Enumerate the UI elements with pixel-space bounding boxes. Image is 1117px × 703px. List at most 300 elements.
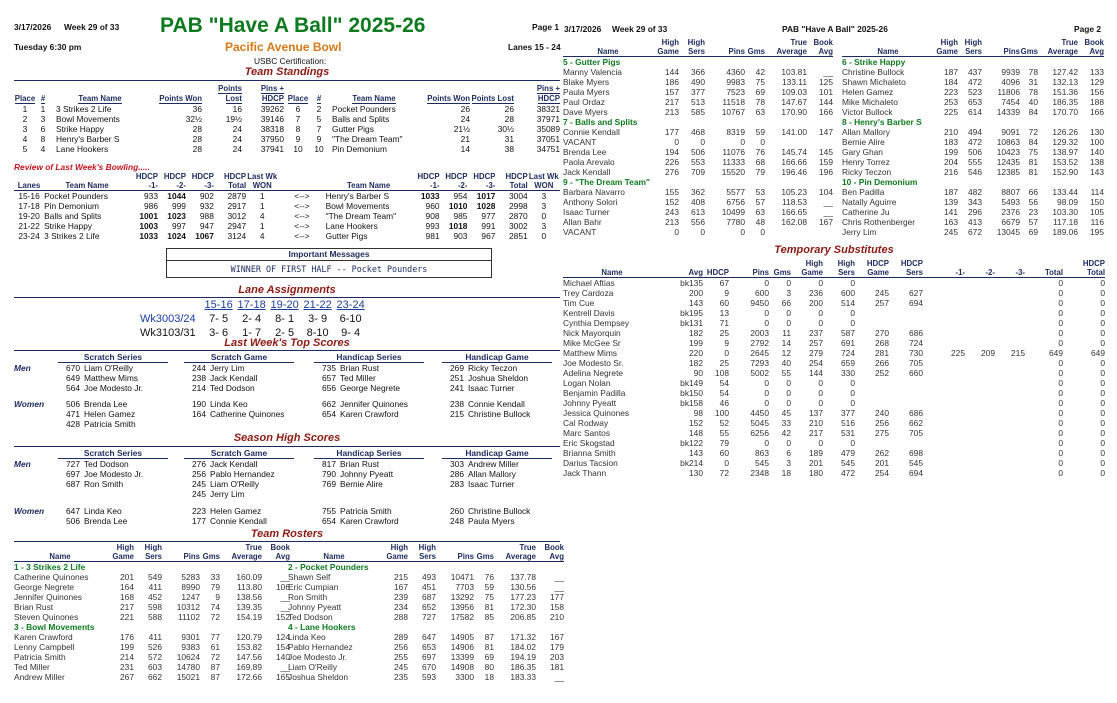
sub-cell (923, 298, 965, 308)
roster-cell: 411 (148, 632, 162, 642)
sub-cell (855, 398, 889, 408)
column-header-label: Pins (457, 552, 474, 561)
sub-cell: 52 (719, 418, 729, 428)
sub-cell: 0 (1058, 358, 1063, 368)
roster-row (288, 612, 564, 622)
review-row (14, 211, 560, 221)
roster-cell: 2376 (1001, 207, 1020, 217)
sub-cell: 0 (1058, 378, 1063, 388)
bowler-name: Paula Myers (468, 516, 515, 526)
sub-cell (923, 308, 965, 318)
bowler-name: Brian Rust (340, 459, 380, 469)
score-value: 223 (192, 506, 206, 516)
standings-cell: 36 (192, 104, 202, 114)
category-header: Handicap Series (314, 448, 424, 459)
standings-cell: 38318 (260, 124, 284, 134)
roster-row (288, 602, 564, 612)
review-cell: 1024 (167, 231, 186, 241)
sub-cell: 0 (786, 378, 791, 388)
review-cell: 19-20 (18, 211, 40, 221)
column-header-label: High Sers (418, 543, 436, 561)
roster-cell: 343 (968, 197, 982, 207)
roster-cell: 494 (968, 127, 982, 137)
roster-cell: 296 (968, 207, 982, 217)
roster-cell: 40 (1028, 97, 1038, 107)
sub-cell: 0 (764, 278, 769, 288)
roster-cell: 226 (665, 157, 679, 167)
roster-cell: 0 (740, 227, 745, 237)
roster-cell: 243 (665, 207, 679, 217)
column-header-label: Name (601, 268, 623, 277)
roster-cell: 15520 (721, 167, 745, 177)
standings-column-header (50, 84, 150, 104)
sub-cell (965, 398, 995, 408)
roster-cell: __ (823, 197, 833, 207)
sub-cell: 686 (909, 408, 923, 418)
category-header: Handicap Game (442, 352, 552, 363)
roster-cell: 109.03 (781, 87, 807, 97)
sub-cell: 67 (719, 278, 729, 288)
sub-cell: 257 (875, 298, 889, 308)
review-cell: 993 (425, 221, 440, 231)
sub-cell: Jessica Quinones (563, 408, 630, 418)
roster-cell: 216 (944, 167, 958, 177)
sub-cell: 531 (841, 428, 855, 438)
subs-table (563, 259, 1105, 478)
sub-cell: 0 (1058, 388, 1063, 398)
sub-cell: Kentrell Davis (563, 308, 615, 318)
score-value: 190 (192, 399, 206, 409)
roster-cell: 141.00 (781, 127, 807, 137)
score-value: 506 (66, 516, 80, 526)
column-header (823, 259, 855, 278)
standings-cell: "The Dream Team" (332, 134, 403, 144)
header-row (14, 543, 290, 562)
standings-row (14, 134, 560, 144)
sub-cell: Trey Cardoza (563, 288, 614, 298)
roster-cell: Linda Keo (288, 632, 326, 642)
bowler-name: Brenda Lee (84, 399, 128, 409)
review-grid (14, 172, 560, 241)
sub-cell (889, 318, 923, 328)
bowler-name: Isaac Turner (468, 479, 515, 489)
score-value: 428 (66, 419, 80, 429)
column-header (982, 38, 1020, 57)
roster-cell: 5577 (726, 187, 745, 197)
score-value: 755 (322, 506, 336, 516)
review-cell: 1 (259, 201, 265, 211)
roster-cell: Jennifer Quinones (14, 592, 82, 602)
standings-cell: 7 (295, 114, 301, 124)
column-header (158, 172, 186, 191)
roster-row (563, 97, 833, 107)
roster-cell: 152.90 (1052, 167, 1078, 177)
roster-cell: Jack Kendall (563, 167, 611, 177)
roster-cell: Ricky Teczon (842, 167, 892, 177)
roster-team-name: 10 - Pin Demonium (842, 177, 918, 187)
standings-cell: 28 (504, 114, 514, 124)
category-header: Scratch Game (184, 448, 294, 459)
roster-cell: 221 (120, 612, 134, 622)
standings-cell: 21 (460, 134, 470, 144)
score-value: 647 (66, 506, 80, 516)
sub-cell (855, 378, 889, 388)
roster-cell: 184 (944, 77, 958, 87)
sub-cell (923, 408, 965, 418)
roster-cell: 72 (210, 612, 220, 622)
roster-cell: 234 (394, 602, 408, 612)
roster-cell: 0 (760, 227, 765, 237)
column-header (563, 259, 661, 278)
lane-date: 03/31 (168, 327, 196, 339)
roster-row (288, 672, 564, 682)
column-header-label: Gms (476, 552, 494, 561)
category-header: Handicap Series (314, 352, 424, 363)
roster-cell: 177.23 (510, 592, 536, 602)
standings-column-header (242, 84, 284, 104)
roster-cell: 408 (691, 197, 705, 207)
roster-cell: Pablo Hernandez (288, 642, 353, 652)
sub-cell: 0 (850, 388, 855, 398)
roster-cell: 167 (394, 582, 408, 592)
category-header: Scratch Series (58, 448, 168, 459)
sub-cell: bk149 (680, 378, 703, 388)
column-header (1063, 259, 1105, 278)
sub-cell: 2792 (750, 338, 769, 348)
bowler-name: Liam O'Reilly (210, 479, 260, 489)
score-value: 260 (450, 506, 464, 516)
sub-cell (995, 378, 1025, 388)
roster-row (563, 87, 833, 97)
roster-cell: 593 (422, 672, 436, 682)
sub-cell (995, 318, 1025, 328)
score-value: 238 (450, 399, 464, 409)
roster-cell (807, 227, 833, 237)
review-cell: 1 (259, 191, 265, 201)
standings-cell: 28 (192, 124, 202, 134)
standings-cell: 31 (504, 134, 514, 144)
roster-cell: 553 (691, 157, 705, 167)
roster-cell: 10499 (721, 207, 745, 217)
score-value: 506 (66, 399, 80, 409)
sub-cell (995, 418, 1025, 428)
roster-row (563, 147, 833, 157)
column-header-label: Team Name (347, 181, 391, 190)
roster-cell: 451 (422, 582, 436, 592)
bowler-name: Helen Gamez (210, 506, 262, 516)
roster-cell: 588 (148, 612, 162, 622)
score-value: 245 (192, 489, 206, 499)
roster-cell: Andrew Miller (14, 672, 65, 682)
roster-cell: 113.80 (237, 582, 262, 592)
sub-cell: 201 (875, 458, 889, 468)
roster-cell: 150 (1090, 197, 1104, 207)
roster-cell: 598 (148, 602, 162, 612)
roster-cell: Patricia Smith (14, 652, 66, 662)
roster-cell: 0 (674, 137, 679, 147)
roster-cell: 14905 (450, 632, 474, 642)
rosters-rule (14, 541, 560, 542)
roster-cell: 201 (120, 572, 134, 582)
roster-row (288, 652, 564, 662)
sub-cell: 0 (1100, 398, 1105, 408)
column-header-label: HDCP -1- (135, 172, 158, 190)
sub-cell: 0 (1100, 288, 1105, 298)
roster-row (14, 592, 290, 602)
column-header (474, 543, 494, 562)
roster-cell: 697 (422, 652, 436, 662)
column-header (130, 172, 158, 191)
roster-cell: 8319 (726, 127, 745, 137)
sub-cell (889, 398, 923, 408)
roster-cell: 166.65 (781, 207, 807, 217)
standings-cell: 1 (40, 104, 46, 114)
roster-cell: 145.74 (781, 147, 807, 157)
sub-cell (965, 428, 995, 438)
sub-cell: 0 (1058, 428, 1063, 438)
review-cell: 1023 (167, 211, 186, 221)
roster-cell: 151.36 (1052, 87, 1078, 97)
score-value: 238 (192, 373, 206, 383)
standings-column-label: Pins + HDCP (536, 84, 560, 103)
roster-cell: 85 (484, 612, 494, 622)
sub-cell: 5045 (750, 418, 769, 428)
roster-cell: 472 (968, 77, 982, 87)
sub-cell (923, 338, 965, 348)
score-value: 164 (192, 409, 206, 419)
standings-column-label: Pins + HDCP (260, 84, 284, 103)
sub-cell: 0 (1058, 398, 1063, 408)
roster-cell: 56 (1028, 197, 1038, 207)
sub-cell: Joe Modesto Sr. (563, 358, 624, 368)
sub-cell (923, 468, 965, 478)
roster-cell: 10863 (996, 137, 1020, 147)
sub-cell: 0 (1100, 388, 1105, 398)
review-cell: Strike Happy (44, 221, 93, 231)
roster-cell: 152 (276, 612, 290, 622)
sub-cell (965, 408, 995, 418)
roster-cell: 75 (755, 77, 765, 87)
review-cell: 0 (541, 211, 547, 221)
review-cell: 1033 (139, 231, 158, 241)
sub-row (563, 298, 1105, 308)
roster-cell: 14780 (176, 662, 200, 672)
roster-cell: __ (280, 592, 290, 602)
roster-team-name: 6 - Strike Happy (842, 57, 906, 67)
standings-cell: 28 (192, 144, 202, 154)
roster-cell: 75 (1028, 147, 1038, 157)
roster-row (563, 207, 833, 217)
roster-cell: 652 (422, 602, 436, 612)
roster-row (14, 672, 290, 682)
roster-row (563, 187, 833, 197)
sub-cell: 0 (1100, 408, 1105, 418)
score-value: 283 (450, 479, 464, 489)
sub-cell: 0 (1100, 338, 1105, 348)
roster-cell: 184.02 (510, 642, 536, 652)
header-row (563, 259, 1105, 278)
roster-cell: 87 (210, 672, 220, 682)
review-cell: 15-16 (18, 191, 40, 201)
roster-cell: 127.42 (1052, 67, 1078, 77)
standings-column-label: Points Lost (218, 84, 242, 103)
standings-cell: 6 (295, 104, 301, 114)
roster-cell: 15021 (176, 672, 200, 682)
sub-cell: 33 (781, 418, 791, 428)
roster-cell: 104 (819, 187, 833, 197)
roster-row (14, 632, 290, 642)
standings-cell: Balls and Splits (332, 114, 390, 124)
sub-cell: 6256 (750, 428, 769, 438)
column-header-label: Gms (773, 268, 791, 277)
review-table (14, 172, 560, 241)
p1-title: PAB "Have A Ball" 2025-26 (160, 14, 426, 37)
standings-column-header (326, 84, 422, 104)
roster-cell: 210 (550, 612, 564, 622)
review-cell: 985 (453, 211, 468, 221)
sub-cell: 3 (786, 458, 791, 468)
standings-cell: 38321 (536, 104, 560, 114)
sub-cell: 479 (841, 448, 855, 458)
column-header (408, 543, 436, 562)
sub-cell: 2003 (750, 328, 769, 338)
roster-cell: 11333 (722, 157, 745, 167)
sub-cell (889, 388, 923, 398)
sub-cell: bk214 (680, 458, 703, 468)
standings-column-label: # (40, 94, 46, 103)
column-header (769, 259, 791, 278)
sub-cell (889, 378, 923, 388)
sub-cell: 0 (786, 398, 791, 408)
roster-cell: 133.44 (1052, 187, 1078, 197)
column-header (44, 172, 130, 191)
roster-cell: 727 (422, 612, 436, 622)
bowler-name: Bernie Alire (340, 479, 383, 489)
roster-row (14, 612, 290, 622)
roster-cell: 114 (1090, 187, 1104, 197)
review-cell: 2947 (227, 221, 247, 231)
sub-cell: 60 (719, 448, 729, 458)
roster-row (563, 77, 833, 87)
score-value: 790 (322, 469, 336, 479)
roster-row (842, 227, 1104, 237)
sub-cell: 281 (875, 348, 889, 358)
roster-cell: 87 (484, 632, 494, 642)
roster-cell: __ (554, 672, 564, 682)
roster-row (563, 167, 833, 177)
lane-spacer (168, 298, 202, 312)
sub-cell: 14 (781, 338, 791, 348)
review-row (14, 201, 560, 211)
roster-cell: 10624 (176, 652, 200, 662)
sub-cell (923, 288, 965, 298)
roster-cell: __ (554, 572, 564, 582)
roster-row (842, 147, 1104, 157)
sub-cell: Cynthia Dempsey (563, 318, 630, 328)
column-header (995, 259, 1025, 278)
sub-cell: 649 (1091, 348, 1105, 358)
sub-row (563, 308, 1105, 318)
roster-cell: 213 (665, 217, 679, 227)
score-value: 241 (450, 383, 464, 393)
roster-row (842, 187, 1104, 197)
roster-cell: Shawn Self (288, 572, 331, 582)
sub-cell: 514 (841, 298, 855, 308)
roster-cell: 69 (1028, 227, 1038, 237)
bowler-name: Linda Keo (210, 399, 248, 409)
standings-cell: 24 (232, 124, 242, 134)
column-header (563, 38, 653, 57)
sub-cell (995, 338, 1025, 348)
review-cell: 997 (171, 221, 186, 231)
bowler-name: Helen Gamez (84, 409, 136, 419)
sub-cell: 215 (1011, 348, 1025, 358)
column-header-label: -2- (985, 268, 995, 277)
p1-center-name: Pacific Avenue Bowl (225, 40, 342, 54)
roster-team-name: 2 - Pocket Pounders (288, 562, 369, 572)
roster-cell: Blake Myers (563, 77, 610, 87)
sub-cell (965, 318, 995, 328)
sub-cell: 0 (786, 308, 791, 318)
roster-cell: 139.35 (236, 602, 262, 612)
standings-column-header (284, 84, 312, 104)
column-header-label: True Average (505, 543, 536, 561)
column-header (923, 259, 965, 278)
sub-cell: 54 (719, 388, 729, 398)
column-header-label: Pins (1003, 47, 1020, 56)
column-header-label: High Sers (837, 259, 855, 277)
standings-cell: 8 (295, 124, 301, 134)
roster-cell: 162.08 (781, 217, 807, 227)
score-value: 471 (66, 409, 80, 419)
roster-cell: 8990 (181, 582, 200, 592)
sub-cell (995, 398, 1025, 408)
sub-cell: 13 (719, 308, 729, 318)
p2-date: 3/17/2026 (564, 24, 602, 34)
bowler-name: Jerry Lim (210, 489, 245, 499)
sub-cell (855, 438, 889, 448)
sub-cell: 79 (719, 438, 729, 448)
roster-cell: 194 (665, 147, 679, 157)
roster-cell: 72 (210, 652, 220, 662)
roster-cell: 0 (700, 227, 705, 237)
sub-cell: 0 (1058, 468, 1063, 478)
roster-team-row (842, 177, 1104, 187)
sub-cell: 0 (1100, 468, 1105, 478)
sub-cell (965, 378, 995, 388)
roster-cell: 546 (968, 167, 982, 177)
bowler-name: Joe Modesto Jr. (84, 469, 144, 479)
roster-cell: 7780 (726, 217, 745, 227)
sub-cell (995, 468, 1025, 478)
standings-cell: 21½ (453, 124, 470, 134)
review-cell: 932 (199, 201, 214, 211)
standings-cell: Henry's Barber S (56, 134, 120, 144)
sub-cell: 0 (764, 398, 769, 408)
sub-cell: 25 (719, 358, 729, 368)
column-header (288, 543, 380, 562)
season-rule (14, 446, 560, 447)
standings-cell: 39262 (260, 104, 284, 114)
standings-cell: 1 (22, 104, 28, 114)
roster-row (842, 107, 1104, 117)
standings-cell: Strike Happy (56, 124, 104, 134)
column-header (440, 172, 468, 191)
score-value: 697 (66, 469, 80, 479)
sub-cell: 71 (719, 318, 729, 328)
sub-cell (923, 438, 965, 448)
roster-cell: 253 (944, 97, 958, 107)
